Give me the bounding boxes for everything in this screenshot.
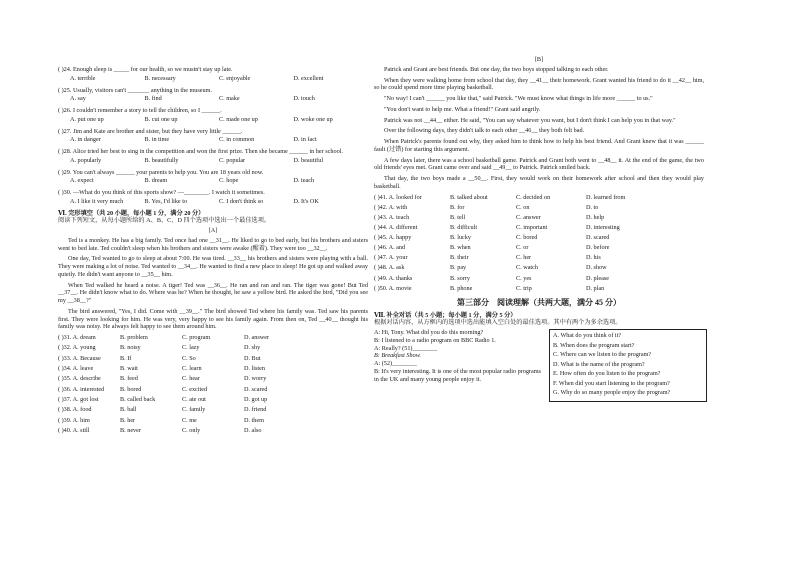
question-text: ( )29. You can't always ______ your parents to help you. You are 18 years old now. bbox=[58, 168, 264, 176]
option: C. on bbox=[516, 203, 530, 211]
passage-paragraph: Ted is a monkey. He has a big family. Ted once had one __31__. He liked to go to bed early, but his brothers and sisters went to bed late. Ted couldn't sleep when his brothers and sisters were awake (醒着). They were too __32__. bbox=[58, 236, 368, 252]
cloze-row-46 bbox=[374, 244, 704, 252]
cloze-row-50 bbox=[374, 285, 704, 293]
option: ( )35. A. describe bbox=[58, 375, 101, 383]
question-text: ( )27. Jim and Kate are brother and sister, but they have very little ______. bbox=[58, 127, 243, 135]
option: ( )42. A. with bbox=[374, 203, 408, 211]
option: B. problem bbox=[120, 334, 148, 341]
option: B. phone bbox=[450, 284, 473, 292]
option: B. for bbox=[450, 203, 465, 211]
passage-paragraph: Over the following days, they didn't talk to each other __46__ they both felt bad. bbox=[384, 127, 585, 135]
choice-e: E. How often do you listen to the program? bbox=[553, 370, 661, 378]
option-b: B. Yes, I'd like to bbox=[144, 197, 188, 205]
option: ( )49. A. thanks bbox=[374, 274, 413, 282]
passage-paragraph: Patrick and Grant are best friends. But one day, the two boys stopped talking to each other. bbox=[384, 65, 609, 73]
cloze-row-37 bbox=[58, 396, 368, 404]
option: B. talked about bbox=[450, 193, 488, 201]
option: C. or bbox=[516, 244, 529, 252]
option: B. tell bbox=[450, 213, 466, 221]
cloze-row-36 bbox=[58, 386, 368, 394]
option: C. only bbox=[182, 427, 201, 435]
left-column bbox=[58, 66, 368, 437]
cloze-row-49 bbox=[374, 275, 704, 283]
passage-paragraph: When Ted walked he heard a noise. A tiger! Ted was __36__. He ran and ran and ran. The tiger was gone! But Ted __37__. He didn't know what to do. Where was he? When he thought, he saw a yellow bird. He asked the bird, "Did you see my __38__?" bbox=[58, 281, 368, 304]
option: ( )44. A. different bbox=[374, 223, 418, 231]
option-b: B. in time bbox=[144, 136, 170, 144]
option-a: A. say bbox=[70, 95, 86, 103]
option: B. sorry bbox=[450, 274, 470, 282]
option-c: C. popular bbox=[219, 156, 246, 164]
dialogue-block bbox=[374, 329, 704, 397]
passage-paragraph: When they were walking home from school that day, they __41__ their homework. Grant wanted his friend to do it __42__ him, so he could spend more time playing basketball. bbox=[374, 76, 704, 92]
cloze-row-38 bbox=[58, 406, 368, 414]
cloze-row-32 bbox=[58, 344, 368, 352]
option: D. scared bbox=[244, 385, 268, 393]
option-b: B. necessary bbox=[144, 74, 176, 82]
option: D. them bbox=[244, 416, 264, 424]
option-b: B. dream bbox=[144, 177, 168, 185]
option: D. worry bbox=[244, 375, 267, 383]
choice-a: A. What do you think of it? bbox=[553, 332, 622, 340]
option: C. hear bbox=[182, 375, 200, 383]
dialogue-section-title: Ⅶ. 补全对话（共 5 小题；每小题 1 分，满分 5 分） bbox=[374, 311, 517, 319]
option-a: A. put one up bbox=[70, 115, 104, 123]
cloze-row-39 bbox=[58, 417, 368, 425]
question-text: ( )24. Enough sleep is _____ for our health, so we mustn't stay up late. bbox=[58, 66, 233, 73]
cloze-row-33 bbox=[58, 355, 368, 363]
option-b: B. beautifully bbox=[144, 156, 179, 164]
option: ( )39. A. him bbox=[58, 416, 90, 424]
option: C. decided on bbox=[516, 193, 551, 201]
choice-g: G. Why do so many people enjoy the program? bbox=[553, 389, 671, 397]
option-d: D. teach bbox=[293, 177, 315, 185]
option: D. to bbox=[586, 203, 599, 211]
option-a: A. I like it very much bbox=[70, 197, 124, 205]
option-d: D. beautiful bbox=[293, 156, 324, 164]
option: B. difficult bbox=[450, 223, 478, 231]
passage-paragraph: When Patrick's parents found out why, they asked him to think how to help his best friend. And Grant knew that it was ______ fault (过错) for starting this argument. bbox=[374, 138, 704, 153]
option-c: C. in common bbox=[219, 136, 255, 144]
dialogue-section-note: 根据对话内容，从方框内的选项中选出能填入空白处的最佳选项。其中有两个为多余选项。 bbox=[374, 319, 622, 327]
option-c: C. enjoyable bbox=[219, 74, 251, 82]
option-a: A. terrible bbox=[70, 74, 96, 82]
passage-paragraph: That day, the two boys made a __50__. First, they would work on their homework after school and then they would play basketball. bbox=[374, 175, 704, 190]
option-d: D. touch bbox=[293, 95, 315, 103]
option: D. plan bbox=[586, 284, 605, 292]
option: D. show bbox=[586, 264, 607, 272]
question-text: ( )30. —What do you think of this sports show? —________. I watch it sometimes. bbox=[58, 189, 265, 196]
option: D. listen bbox=[244, 365, 265, 373]
multiple-choice-block bbox=[58, 66, 368, 206]
passage-a-tag: [A] bbox=[208, 227, 218, 234]
option: C. lazy bbox=[182, 344, 200, 352]
option: ( )41. A. looked for bbox=[374, 193, 422, 201]
dialogue-line: A: (52)________ bbox=[374, 360, 417, 368]
question-text: ( )25. Usually, visitors can't _______ anything in the museum. bbox=[58, 86, 213, 94]
option: D. answer bbox=[244, 334, 270, 341]
cloze-row-31 bbox=[58, 334, 368, 342]
option-c: C. hope bbox=[219, 177, 239, 185]
dialogue-line: A: Really? (51)________ bbox=[374, 344, 438, 352]
passage-paragraph: A few days later, there was a school basketball game. Patrick and Grant both went to __48__ it. At the end of the game, the two old friends' eyes met. Grant came over and said __49__ to Patrick. Patrick smiled back. bbox=[374, 156, 704, 172]
choices-box bbox=[549, 329, 707, 402]
option: ( )40. A. still bbox=[58, 427, 90, 435]
cloze-row-45 bbox=[374, 234, 704, 242]
dialogue-line: B: I listened to a radio program on BBC Radio 1. bbox=[374, 336, 496, 344]
cloze-options-a bbox=[58, 334, 368, 435]
option: D. learned from bbox=[586, 193, 626, 201]
dialogue-lines bbox=[374, 329, 544, 383]
option-c: C. make bbox=[219, 95, 240, 103]
option: C. family bbox=[182, 406, 206, 414]
cloze-options-b bbox=[374, 194, 704, 293]
option: C. learn bbox=[182, 365, 202, 373]
option-b: B. cut one up bbox=[144, 115, 178, 123]
question-text: ( )28. Alice tried her best to sing in the competition and won the first prize. Then she became ______ in her school. bbox=[58, 148, 343, 155]
option-a: A. popularly bbox=[70, 156, 102, 164]
option: ( )37. A. got lost bbox=[58, 396, 99, 404]
question-text: ( )26. I couldn't remember a story to tell the children, so I ______. bbox=[58, 107, 222, 114]
option: C. me bbox=[182, 416, 197, 424]
passage-paragraph: "No way! I can't ______ you like that," said Patrick. "We must know what things in life more ______ to us." bbox=[384, 95, 653, 102]
choice-b: B. When does the program start? bbox=[553, 341, 635, 349]
option: B. called back bbox=[120, 396, 156, 404]
option-d: D. in fact bbox=[293, 136, 317, 144]
option-b: B. find bbox=[144, 95, 162, 103]
question-29 bbox=[58, 169, 368, 186]
option: ( )38. A. food bbox=[58, 406, 92, 414]
option: B. their bbox=[450, 254, 469, 262]
option: C. excited bbox=[182, 385, 208, 393]
option: C. program bbox=[182, 334, 211, 341]
option: C. her bbox=[516, 254, 532, 262]
passage-paragraph: One day, Ted wanted to go to sleep at about 7:00. He was tired. __33__ his brothers and sisters were playing with a ball. They were making a lot of noise. Ted wanted to __34__. He wanted to find a new place to sleep! He got up and walked away quietly. He didn't want anyone to __35__ him. bbox=[58, 255, 368, 278]
passage-b-tag: [B] bbox=[534, 56, 544, 63]
option: B. wait bbox=[120, 365, 138, 373]
question-30 bbox=[58, 189, 368, 206]
option: ( )45. A. happy bbox=[374, 234, 412, 242]
option: D. please bbox=[586, 274, 610, 282]
cloze-row-35 bbox=[58, 375, 368, 383]
option: B. ball bbox=[120, 406, 137, 414]
reading-part-title: 第三部分 阅读理解（共两大题，满分 45 分） bbox=[457, 297, 621, 307]
choice-f: F. When did you start listening to the program? bbox=[553, 379, 670, 387]
option-a: A. expect bbox=[70, 177, 94, 185]
option-c: C. made one up bbox=[219, 115, 258, 123]
option: B. feed bbox=[120, 375, 138, 383]
cloze-row-34 bbox=[58, 365, 368, 373]
cloze-row-43 bbox=[374, 214, 704, 222]
option: C. trip bbox=[516, 284, 532, 292]
question-24 bbox=[58, 66, 368, 83]
cloze-section-note: 阅读下列短文，从每小题所给的 A、B、C、D 四个选项中选出一个最佳选项。 bbox=[58, 217, 271, 225]
option: ( )48. A. ask bbox=[374, 264, 405, 272]
option: D. help bbox=[586, 213, 605, 221]
option: C. yes bbox=[516, 274, 532, 282]
option: C. ate out bbox=[182, 396, 206, 404]
option: D. his bbox=[586, 254, 601, 262]
option: B. her bbox=[120, 416, 136, 424]
cloze-section-title: Ⅵ. 完形填空（共 20 小题，每小题 1 分，满分 20 分） bbox=[58, 209, 205, 217]
option-d: D. It's OK bbox=[293, 197, 319, 205]
option: ( )47. A. your bbox=[374, 254, 408, 262]
cloze-row-48 bbox=[374, 264, 704, 272]
dialogue-line: B: Breakfast Show. bbox=[374, 352, 421, 360]
option: ( )36. A. interested bbox=[58, 385, 105, 393]
option: D. shy bbox=[244, 344, 261, 352]
option: ( )46. A. and bbox=[374, 244, 406, 252]
option: C. important bbox=[516, 223, 548, 231]
question-27 bbox=[58, 128, 368, 145]
option: ( )31. A. dream bbox=[58, 334, 96, 341]
option: C. watch bbox=[516, 264, 538, 272]
option: B. lucky bbox=[450, 234, 471, 242]
option: B. pay bbox=[450, 264, 467, 272]
option: C. bored bbox=[516, 234, 538, 242]
option: C. So bbox=[182, 354, 196, 362]
cloze-row-41 bbox=[374, 194, 704, 202]
passage-a bbox=[58, 237, 368, 331]
option: ( )50. A. movie bbox=[374, 284, 412, 292]
question-26 bbox=[58, 107, 368, 124]
option-c: C. I don't think so bbox=[219, 197, 264, 205]
option: D. But bbox=[244, 354, 261, 362]
option: B. noisy bbox=[120, 344, 141, 352]
option: B. when bbox=[450, 244, 471, 252]
question-28 bbox=[58, 148, 368, 165]
option-a: A. in danger bbox=[70, 136, 101, 144]
right-column bbox=[374, 56, 704, 397]
option: ( )34. A. leave bbox=[58, 365, 94, 373]
option: B. bored bbox=[120, 385, 142, 393]
passage-paragraph: Patrick was not __44__ either. He said, "You can say whatever you want, but I don't think I can help you in that way." bbox=[384, 116, 676, 124]
option: D. friend bbox=[244, 406, 267, 414]
option-d: D. excellent bbox=[293, 74, 324, 82]
option: D. interesting bbox=[586, 223, 620, 231]
choice-d: D. What is the name of the program? bbox=[553, 360, 645, 368]
cloze-row-44 bbox=[374, 224, 704, 232]
option: ( )43. A. teach bbox=[374, 213, 410, 221]
passage-paragraph: The bird answered, "Yes, I did. Come with __39__." The bird showed Ted where his family was. Ted saw his parents first. They were looking for him. He was very, very happy to see his family again. From then on, Ted __40__ thought his family was noisy. He always felt happy to see them around him. bbox=[58, 307, 368, 331]
dialogue-line: A: Hi, Tony. What did you do this morning? bbox=[374, 329, 484, 337]
option: D. scared bbox=[586, 234, 610, 242]
passage-paragraph: "You don't want to help me. What a friend!" Grant said angrily. bbox=[384, 105, 541, 113]
option: C. answer bbox=[516, 213, 541, 221]
option: D. also bbox=[244, 427, 262, 435]
option: D. before bbox=[586, 244, 610, 252]
cloze-row-40 bbox=[58, 427, 368, 435]
option: B. never bbox=[120, 427, 141, 435]
dialogue-line: B: It's very interesting. It is one of the most popular radio programs in the UK and many young people enjoy it. bbox=[374, 367, 541, 383]
cloze-row-42 bbox=[374, 204, 704, 212]
option: B. If bbox=[120, 354, 132, 362]
cloze-row-47 bbox=[374, 254, 704, 262]
option-d: D. woke one up bbox=[293, 115, 333, 123]
passage-b bbox=[374, 66, 704, 191]
option: D. got up bbox=[244, 396, 268, 404]
option: ( )32. A. young bbox=[58, 344, 96, 352]
choice-c: C. Where can we listen to the program? bbox=[553, 351, 652, 359]
option: ( )33. A. Because bbox=[58, 354, 101, 362]
question-25 bbox=[58, 87, 368, 104]
